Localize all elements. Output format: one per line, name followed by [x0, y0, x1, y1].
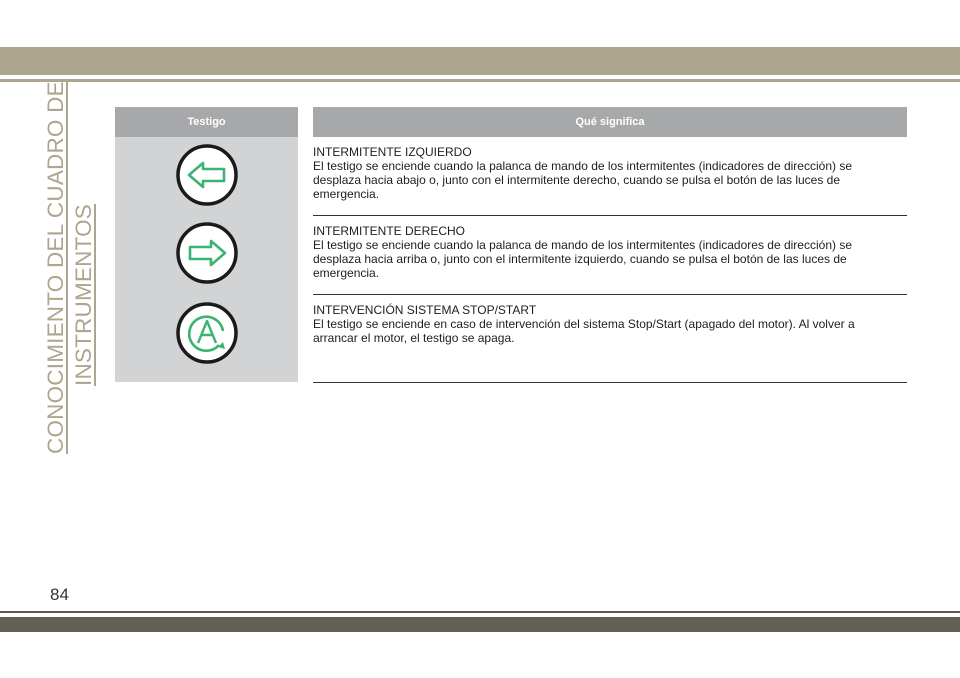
page-number: 84: [50, 585, 69, 604]
lamp-description: [313, 137, 907, 215]
lamp-description: [313, 294, 907, 382]
lamp-title: INTERMITENTE IZQUIERDO: [313, 145, 472, 159]
footer-band: [0, 617, 960, 632]
footer-rule: [0, 611, 960, 613]
table-header-row: [115, 107, 907, 137]
lamp-title: INTERVENCIÓN SISTEMA STOP/START: [313, 302, 537, 317]
stop-start-icon: [175, 301, 239, 365]
left-turn-signal-icon: [175, 143, 239, 207]
header-band: [0, 47, 960, 75]
header-testigo: Testigo: [115, 107, 298, 137]
header-rule: [0, 79, 960, 82]
section-title-line2: INSTRUMENTOS: [71, 204, 96, 386]
lamp-text: El testigo se enciende cuando la palanca de mando de los intermitentes (indicadores de dirección) se desplaza hacia arriba o, junto con el intermitente izquierdo, cuando se pulsa el botón de las luces de emergencia.: [313, 237, 852, 280]
lamp-text: El testigo se enciende en caso de intervención del sistema Stop/Start (apagado del motor). Al volver a arrancar el motor, el testigo se apaga.: [313, 316, 855, 345]
section-title: [43, 81, 104, 458]
icon-cell: [115, 215, 298, 294]
lamp-text: El testigo se enciende cuando la palanca de mando de los intermitentes (indicadores de dirección) se desplaza hacia abajo o, junto con el intermitente derecho, cuando se pulsa el botón de las luces de emergencia.: [313, 159, 852, 201]
header-que-significa: Qué significa: [313, 107, 907, 137]
table-row: [115, 294, 907, 382]
lamp-title: INTERMITENTE DERECHO: [313, 223, 466, 238]
lamp-description: [313, 215, 907, 294]
warning-lamp-table: [115, 107, 907, 383]
icon-cell: [115, 137, 298, 215]
icon-cell: [115, 294, 298, 382]
section-title-line1: CONOCIMIENTO DEL CUADRO DE: [43, 81, 68, 454]
right-turn-signal-icon: [175, 221, 239, 285]
table-row: [115, 137, 907, 215]
table-row: [115, 215, 907, 294]
